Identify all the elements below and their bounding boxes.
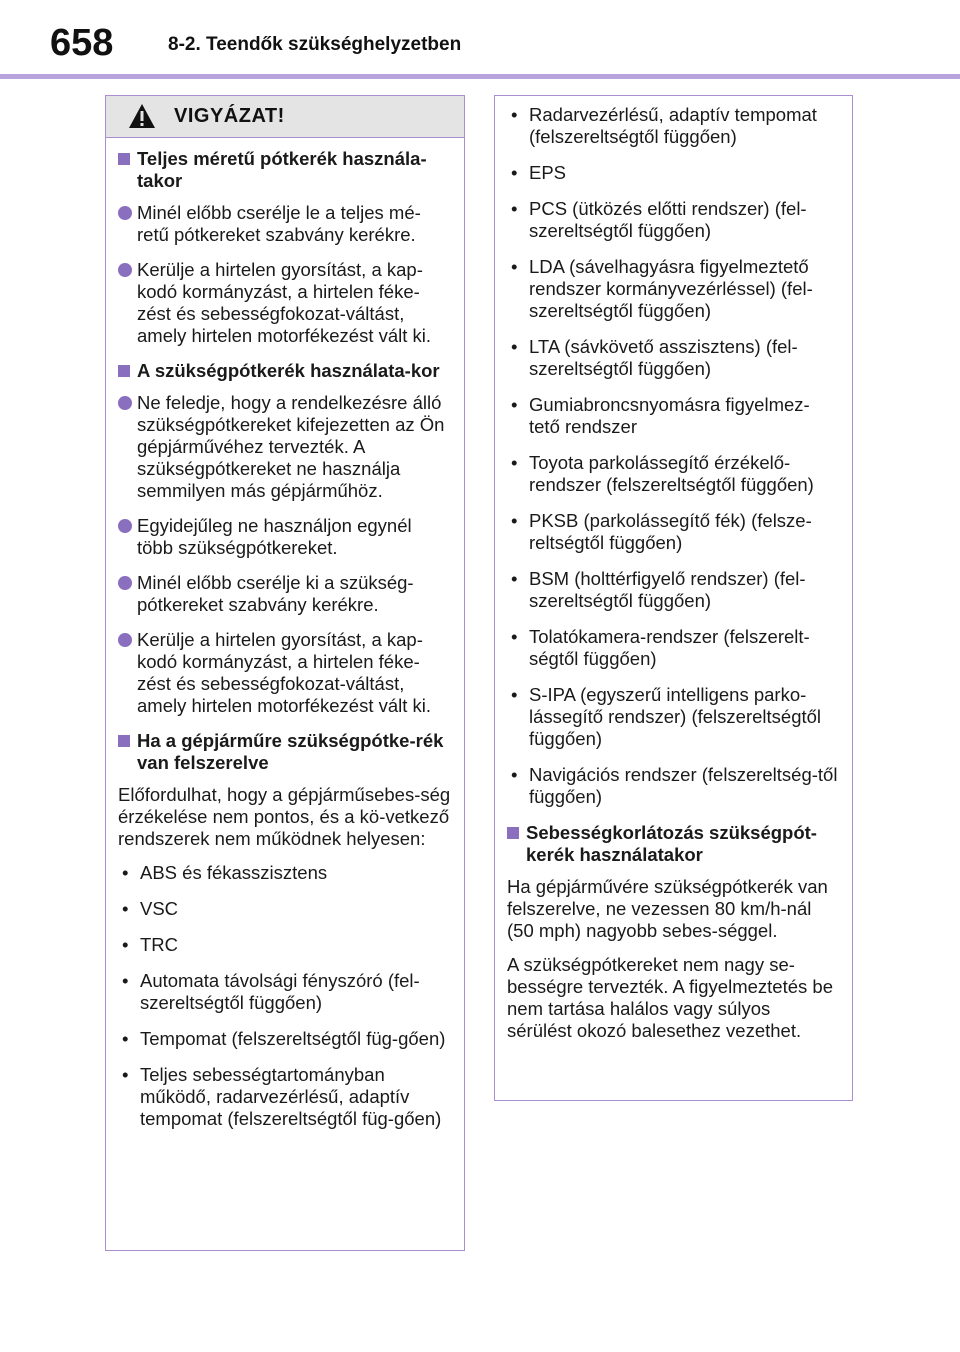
list-item: • Tolatókamera-rendszer (felszerelt-ségtől függően) — [507, 626, 840, 670]
list-item: • EPS — [507, 162, 840, 184]
paragraph: Előfordulhat, hogy a gépjárműsebes-ség érzékelése nem pontos, és a kö-vetkező rendszerek nem működnek helyesen: — [118, 784, 451, 849]
list-item: • LTA (sávkövető asszisztens) (fel-szereltségtől függően) — [507, 336, 840, 380]
list-item: • TRC — [118, 934, 452, 956]
list-item: • Radarvezérlésű, adaptív tempomat (felszereltségtől függően) — [507, 104, 840, 148]
header-rule — [0, 74, 960, 79]
section-title: 8-2. Teendők szükséghelyzetben — [168, 34, 462, 55]
subheading-spare-installed: Ha a gépjárműre szükségpótke-rék van felszerelve — [118, 730, 452, 774]
list-item: • S-IPA (egyszerű intelligens parko-lássegítő rendszer) (felszereltségtől függően) — [507, 684, 840, 750]
list-item: • Teljes sebességtartományban működő, radarvezérlésű, adaptív tempomat (felszereltségtől füg-gően) — [118, 1064, 452, 1130]
list-item: • Toyota parkolássegítő érzékelő-rendszer (felszereltségtől függően) — [507, 452, 840, 496]
caution-item: Kerülje a hirtelen gyorsítást, a kap-kodó kormányzást, a hirtelen féke-zést és sebességfokozat-váltást, amely hirtelen motorfékezést vált ki. — [118, 259, 452, 347]
list-item: • Navigációs rendszer (felszereltség-től függően) — [507, 764, 840, 808]
page-header — [0, 0, 960, 80]
subheading-speed-limit: Sebességkorlátozás szükségpót-kerék használatakor — [507, 822, 840, 866]
list-item: • LDA (sávelhagyásra figyelmeztető rendszer kormányvezérléssel) (fel-szereltségtől függően) — [507, 256, 840, 322]
subheading-full-size-spare: Teljes méretű pótkerék használa-takor — [118, 148, 452, 192]
warning-header — [106, 96, 464, 138]
warning-box-continued — [494, 95, 853, 1101]
caution-item: Egyidejűleg ne használjon egynél több szükségpótkereket. — [118, 515, 452, 559]
list-item: • ABS és fékasszisztens — [118, 862, 452, 884]
warning-triangle-icon — [128, 103, 156, 129]
warning-box — [105, 95, 465, 1251]
caution-item: Minél előbb cserélje ki a szükség-pótkereket szabvány kerékre. — [118, 572, 452, 616]
list-item: • Gumiabroncsnyomásra figyelmez-tető rendszer — [507, 394, 840, 438]
list-item: • Tempomat (felszereltségtől füg-gően) — [118, 1028, 452, 1050]
caution-item: Minél előbb cserélje le a teljes mé-retű pótkereket szabvány kerékre. — [118, 202, 452, 246]
paragraph: A szükségpótkereket nem nagy se-bességre tervezték. A figyelmeztetés be nem tartása halálos vagy súlyos sérülést okozó balesethez vezethet. — [507, 954, 833, 1041]
warning-title: VIGYÁZAT! — [174, 105, 285, 127]
subheading-compact-spare: A szükségpótkerék használata-kor — [118, 360, 452, 382]
list-item: • PCS (ütközés előtti rendszer) (fel-szereltségtől függően) — [507, 198, 840, 242]
warning-content-continued — [507, 104, 840, 1042]
warning-content — [118, 148, 452, 1130]
caution-item: Ne feledje, hogy a rendelkezésre álló szükségpótkereket kifejezetten az Ön gépjárművéhez tervezték. A szükségpótkereket ne használja semmilyen más gépjárműhöz. — [118, 392, 452, 502]
caution-item: Kerülje a hirtelen gyorsítást, a kap-kodó kormányzást, a hirtelen féke-zést és sebességfokozat-váltást, amely hirtelen motorfékezést vált ki. — [118, 629, 452, 717]
list-item: • BSM (holttérfigyelő rendszer) (fel-szereltségtől függően) — [507, 568, 840, 612]
page-number: 658 — [50, 22, 114, 64]
paragraph: Ha gépjárművére szükségpótkerék van felszerelve, ne vezessen 80 km/h-nál (50 mph) nagyobb sebes-séggel. — [507, 876, 828, 941]
list-item: • VSC — [118, 898, 452, 920]
list-item: • Automata távolsági fényszóró (fel-szereltségtől függően) — [118, 970, 452, 1014]
list-item: • PKSB (parkolássegítő fék) (felsze-reltségtől függően) — [507, 510, 840, 554]
